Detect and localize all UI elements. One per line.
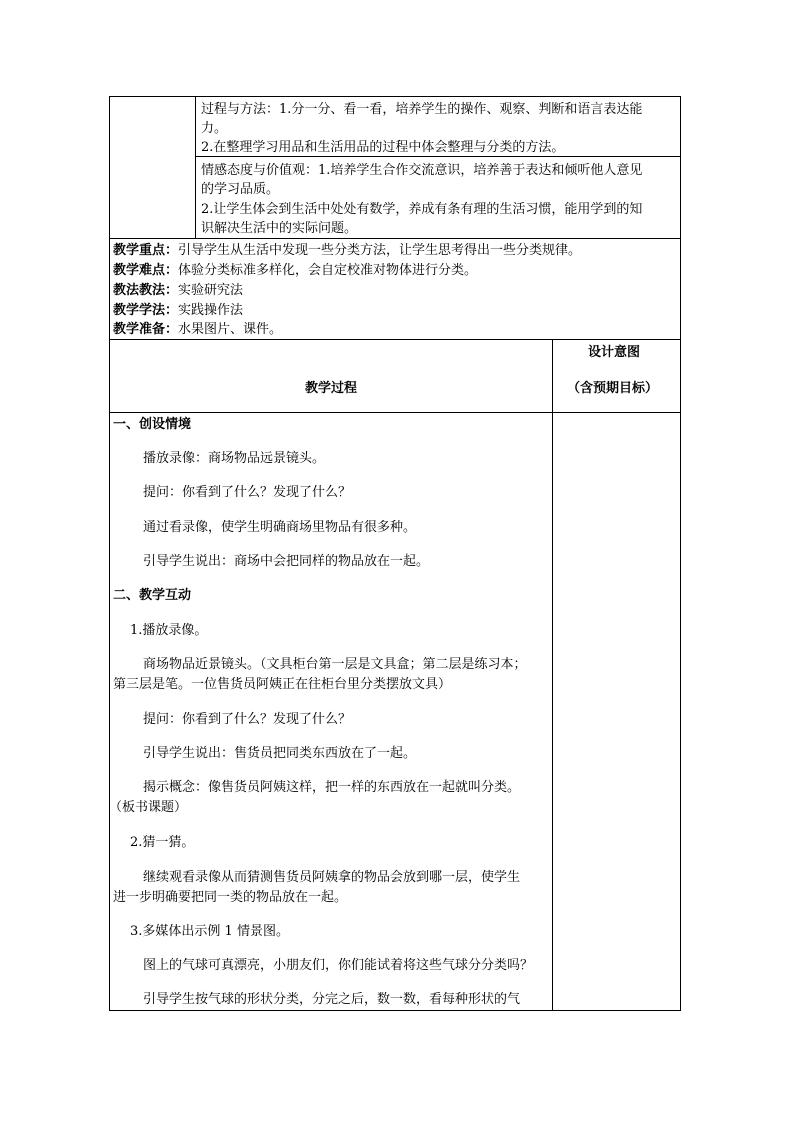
s2-paragraph5-line1: 继续观看录像从而猜测售货员阿姨拿的物品会放到哪一层，使学生 (143, 870, 521, 885)
s2-paragraph4-line1: 揭示概念：像售货员阿姨这样，把一样的东西放在一起就叫分类。 (143, 780, 521, 795)
key-point-row (113, 241, 581, 260)
table-left-border (109, 96, 110, 1011)
row-divider-info (109, 238, 681, 239)
teaching-method-row (113, 281, 243, 300)
key-point-text: 引导学生从生活中发现一些分类方法，让学生思考得出一些分类规律。 (178, 243, 582, 258)
preparation-text: 水果图片、课件。 (178, 322, 283, 337)
difficult-point-row (113, 261, 477, 280)
objectives-column-divider (195, 96, 196, 238)
s2-paragraph1-line2: 第三层是笔。一位售货员阿姨正在往柜台里分类摆放文具） (113, 677, 452, 692)
emotion-line1b: 的学习品质。 (201, 182, 280, 197)
emotion-line2: 2.让学生体会到生活中处处有数学，养成有条有理的生活习惯，能用学到的知 (201, 202, 643, 217)
s2-paragraph6: 图上的气球可真漂亮，小朋友们，你们能试着将这些气球分分类吗？ (143, 958, 534, 973)
s2-paragraph3: 引导学生说出：售货员把同类东西放在了一起。 (143, 746, 417, 761)
process-method-line1b: 力。 (201, 121, 228, 136)
emotion-line1: 情感态度与价值观：1.培养学生合作交流意识，培养善于表达和倾听他人意见 (201, 163, 643, 178)
teaching-method-text: 实验研究法 (178, 283, 244, 298)
s1-paragraph3: 通过看录像，使学生明确商场里物品有很多种。 (143, 520, 417, 535)
row-divider-header (109, 339, 681, 340)
design-intent-subheader: （含预期目标） (567, 381, 659, 396)
difficult-point-text: 体验分类标准多样化，会自定校准对物体进行分类。 (178, 263, 478, 278)
key-point-label: 教学重点： (113, 243, 179, 258)
process-method-line2: 2.在整理学习用品和生活用品的过程中体会整理与分类的方法。 (201, 140, 565, 155)
design-intent-header: 设计意图 (588, 345, 641, 360)
s1-paragraph4: 引导学生说出：商场中会把同样的物品放在一起。 (143, 554, 430, 569)
design-column-divider (552, 339, 553, 1010)
s2-paragraph2: 提问：你看到了什么？发现了什么？ (143, 712, 352, 727)
study-method-label: 教学学法： (113, 303, 179, 318)
section2-title: 二、教学互动 (113, 588, 192, 603)
table-bottom-border (109, 1010, 681, 1011)
study-method-row (113, 301, 243, 320)
s2-paragraph1-line1: 商场物品近景镜头。（文具柜台第一层是文具盒；第二层是练习本； (143, 657, 527, 672)
preparation-row (113, 320, 282, 339)
s2-paragraph4-line2: （板书课题） (109, 800, 188, 815)
s1-paragraph2: 提问：你看到了什么？发现了什么？ (143, 485, 352, 500)
s2-item1: 1.播放录像。 (130, 623, 208, 638)
s2-paragraph5-line2: 进一步明确要把同一类的物品放在一起。 (113, 890, 348, 905)
s2-paragraph7: 引导学生按气球的形状分类，分完之后，数一数，看每种形状的气 (143, 992, 521, 1007)
study-method-text: 实践操作法 (178, 303, 244, 318)
row-divider-body (109, 412, 681, 413)
difficult-point-label: 教学难点： (113, 263, 179, 278)
teaching-method-label: 教法教法： (113, 283, 179, 298)
table-right-border (680, 96, 681, 1011)
s1-paragraph1: 播放录像：商场物品远景镜头。 (143, 451, 326, 466)
teaching-process-header: 教学过程 (305, 381, 358, 396)
process-method-line1: 过程与方法：1.分一分、看一看，培养学生的操作、观察、判断和语言表达能 (201, 102, 643, 117)
emotion-line2b: 识解决生活中的实际问题。 (201, 221, 358, 236)
s2-item3: 3.多媒体出示例 1 情景图。 (130, 924, 289, 939)
s2-item2: 2.猜一猜。 (130, 835, 195, 850)
section1-title: 一、创设情境 (113, 417, 192, 432)
preparation-label: 教学准备： (113, 322, 179, 337)
